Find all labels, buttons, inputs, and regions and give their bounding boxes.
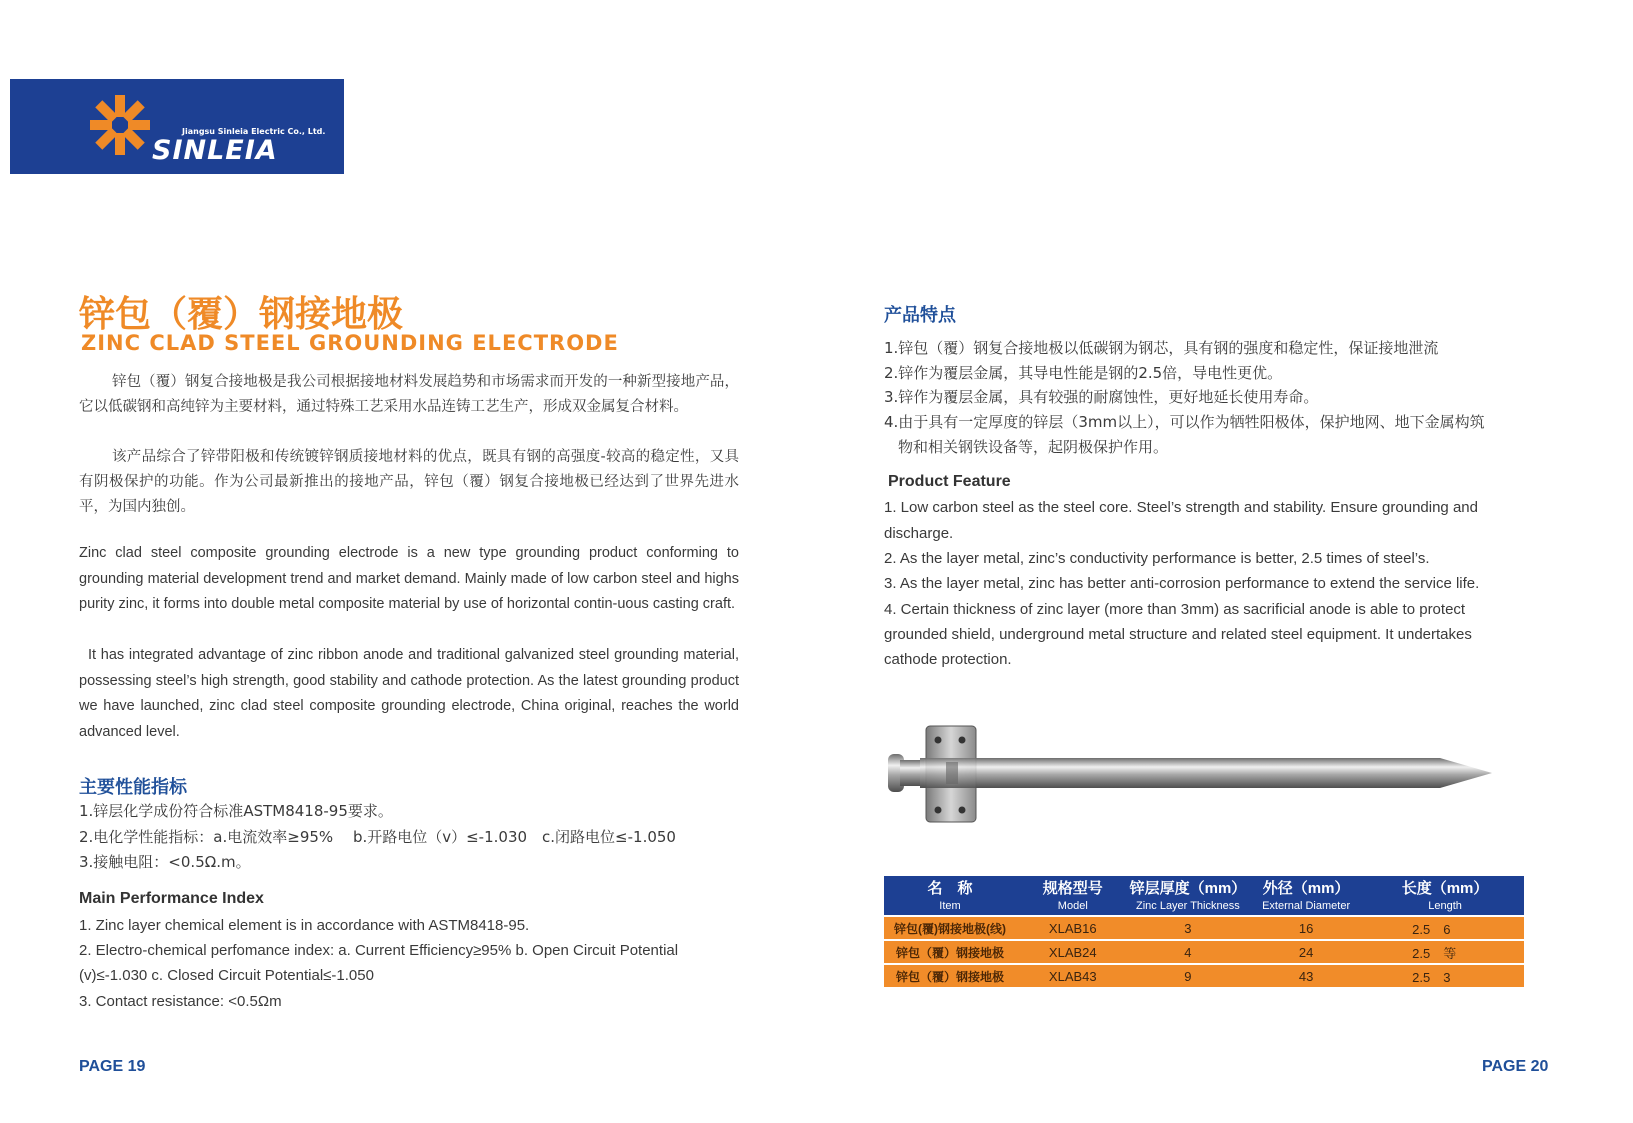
intro-paragraph-en-1: Zinc clad steel composite grounding electrode is a new type grounding product conforming to grounding material development trend and market demand. Mainly made of low carbon steel and highs purity zinc, it forms into double metal composite material by use of horizontal contin-uous casting craft. bbox=[79, 545, 739, 612]
company-name: Jiangsu Sinleia Electric Co., Ltd. bbox=[182, 127, 326, 136]
page-title-en: ZINC CLAD STEEL GROUNDING ELECTRODE bbox=[81, 331, 619, 355]
intro-paragraph-cn-1: 锌包（覆）钢复合接地极是我公司根据接地材料发展趋势和市场需求而开发的一种新型接地产品，它以低碳钢和高纯锌为主要材料，通过特殊工艺采用水品连铸工艺生产，形成双金属复合材料。 bbox=[79, 374, 739, 415]
performance-item-cn: 2.电化学性能指标：a.电流效率≥95% b.开路电位（v）≤-1.030 c.闭路电位≤-1.050 bbox=[79, 828, 676, 846]
feature-item-en: 1. Low carbon steel as the steel core. Steel’s strength and stability. Ensure grounding and bbox=[884, 499, 1478, 516]
cell-zinc-thickness: 3 bbox=[1130, 916, 1246, 940]
page-number-left: PAGE 19 bbox=[79, 1058, 146, 1075]
page-number-right: PAGE 20 bbox=[1482, 1058, 1549, 1075]
table-row bbox=[884, 916, 1524, 940]
cell-item: 锌包(覆)钢接地极(线) bbox=[884, 916, 1016, 940]
cell-length: 2.5 等 bbox=[1366, 940, 1524, 964]
feature-item-en: grounded shield, underground metal structure and related steel equipment. It undertakes bbox=[884, 626, 1472, 643]
table-row bbox=[884, 940, 1524, 964]
cell-item: 锌包（覆）钢接地极 bbox=[884, 964, 1016, 987]
feature-item-cn: 4.由于具有一定厚度的锌层（3mm以上），可以作为牺牲阳极体，保护地网、地下金属构筑 bbox=[884, 413, 1485, 431]
brand-name: SINLEIA bbox=[152, 135, 278, 166]
header-zinc-thickness: 锌层厚度（mm） Zinc Layer Thickness bbox=[1130, 876, 1246, 916]
feature-item-en: 4. Certain thickness of zinc layer (more than 3mm) as sacrificial anode is able to protect bbox=[884, 601, 1466, 618]
features-heading-cn: 产品特点 bbox=[884, 305, 956, 326]
sunburst-logo-icon bbox=[88, 93, 152, 157]
feature-item-cn: 2.锌作为覆层金属，其导电性能是钢的2.5倍，导电性更优。 bbox=[884, 364, 1283, 382]
performance-item-cn: 1.锌层化学成份符合标准ASTM8418-95要求。 bbox=[79, 802, 393, 820]
performance-heading-cn: 主要性能指标 bbox=[79, 777, 187, 798]
feature-item-en: 3. As the layer metal, zinc has better anti-corrosion performance to extend the service life. bbox=[884, 575, 1480, 592]
cell-zinc-thickness: 4 bbox=[1130, 940, 1246, 964]
features-heading-en: Product Feature bbox=[888, 473, 1011, 490]
cell-zinc-thickness: 9 bbox=[1130, 964, 1246, 987]
performance-item-en: 3. Contact resistance: <0.5Ωm bbox=[79, 993, 282, 1010]
header-model: 规格型号 Model bbox=[1016, 876, 1130, 916]
table-row bbox=[884, 964, 1524, 987]
company-logo bbox=[10, 79, 344, 174]
cell-model: XLAB16 bbox=[1016, 916, 1130, 940]
performance-item-en: 2. Electro-chemical perfomance index: a. Current Efficiency≥95% b. Open Circuit Potential bbox=[79, 942, 679, 959]
header-length: 长度（mm） Length bbox=[1366, 876, 1524, 916]
performance-heading-en: Main Performance Index bbox=[79, 890, 264, 907]
cell-external-diameter: 24 bbox=[1246, 940, 1366, 964]
intro-paragraph-cn-2: 该产品综合了锌带阳极和传统镀锌钢质接地材料的优点，既具有钢的高强度-较高的稳定性，又具有阴极保护的功能。作为公司最新推出的接地产品，锌包（覆）钢复合接地极已经达到了世界先进水平，为国内独创。 bbox=[79, 449, 739, 515]
spec-table bbox=[884, 876, 1524, 987]
header-external-diameter: 外径（mm） External Diameter bbox=[1246, 876, 1366, 916]
feature-item-cn: 3.锌作为覆层金属，具有较强的耐腐蚀性，更好地延长使用寿命。 bbox=[884, 388, 1319, 406]
feature-item-en: 2. As the layer metal, zinc’s conductivity performance is better, 2.5 times of steel’s. bbox=[884, 550, 1430, 567]
performance-item-en: (v)≤-1.030 c. Closed Circuit Potential≤-1.050 bbox=[79, 967, 374, 984]
cell-item: 锌包（覆）钢接地极 bbox=[884, 940, 1016, 964]
cell-length: 2.5 3 bbox=[1366, 964, 1524, 987]
feature-item-en: cathode protection. bbox=[884, 651, 1012, 668]
grounding-rod-illustration bbox=[880, 724, 1520, 834]
performance-item-cn: 3.接触电阻：<0.5Ω.m。 bbox=[79, 853, 251, 871]
cell-external-diameter: 16 bbox=[1246, 916, 1366, 940]
feature-item-en: discharge. bbox=[884, 525, 954, 542]
page-title-cn: 锌包（覆）钢接地极 bbox=[79, 294, 404, 335]
performance-item-en: 1. Zinc layer chemical element is in accordance with ASTM8418-95. bbox=[79, 917, 530, 934]
cell-external-diameter: 43 bbox=[1246, 964, 1366, 987]
feature-item-cn: 1.锌包（覆）钢复合接地极以低碳钢为钢芯，具有钢的强度和稳定性，保证接地泄流 bbox=[884, 339, 1439, 357]
cell-model: XLAB43 bbox=[1016, 964, 1130, 987]
cell-model: XLAB24 bbox=[1016, 940, 1130, 964]
header-item: 名 称 Item bbox=[884, 876, 1016, 916]
feature-item-cn: 物和相关钢铁设备等，起阴极保护作用。 bbox=[898, 438, 1169, 456]
table-header-row bbox=[884, 876, 1524, 916]
intro-paragraph-en-2: It has integrated advantage of zinc ribbon anode and traditional galvanized steel grounding material, possessing steel’s high strength, good stability and cathode protection. As the latest grounding product we have launched, zinc clad steel composite grounding electrode, China original, reaches the world advanced level. bbox=[79, 647, 739, 740]
cell-length: 2.5 6 bbox=[1366, 916, 1524, 940]
